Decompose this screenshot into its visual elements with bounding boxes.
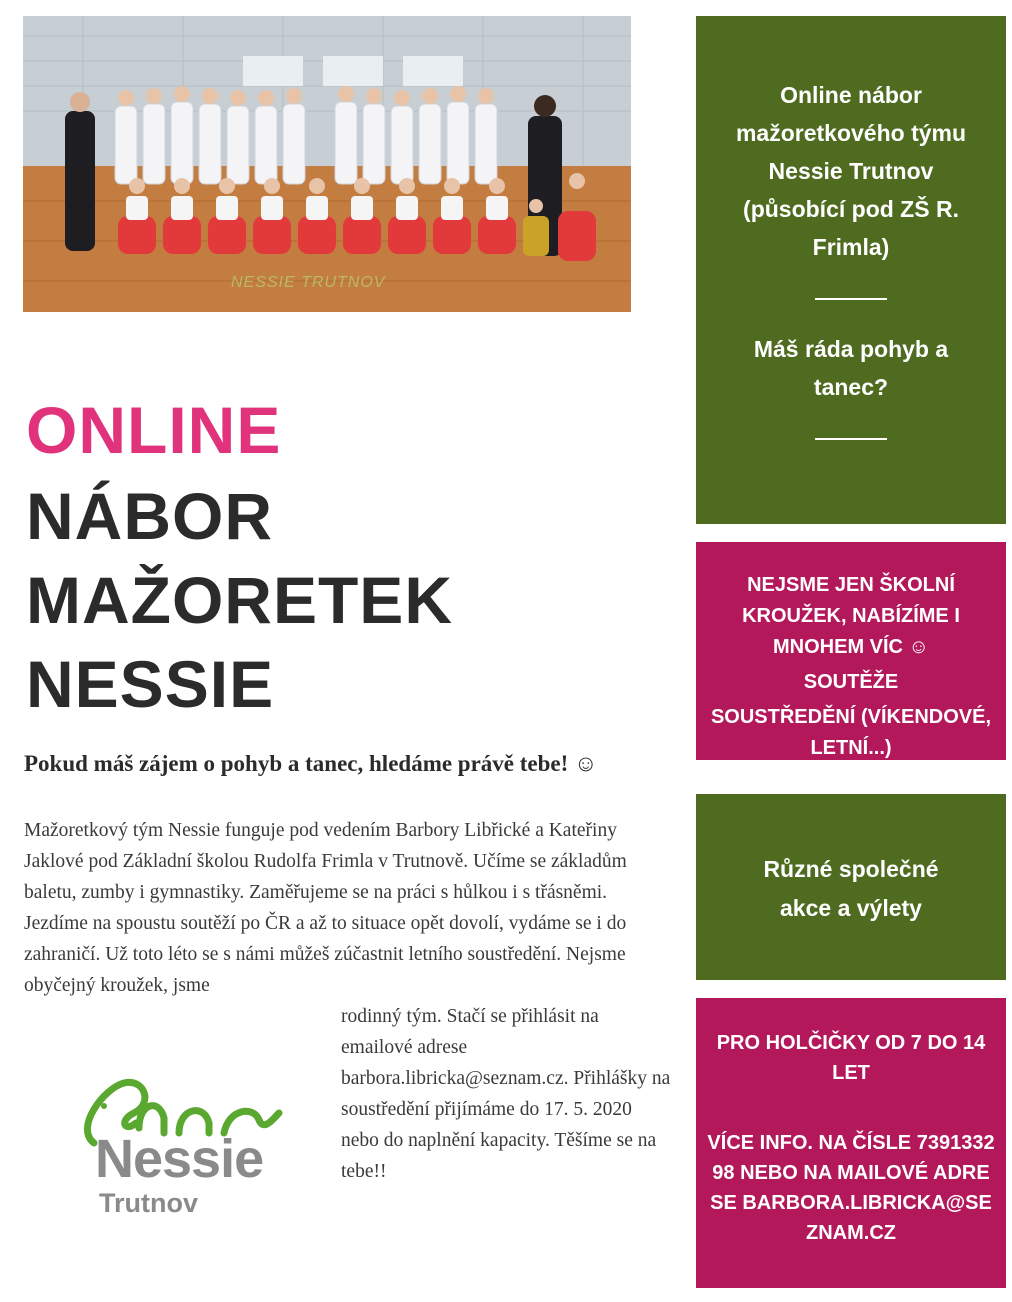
headline-mazoretek: MAŽORETEK — [26, 563, 453, 637]
offer-line-3: SOUSTŘEDĚNÍ (VÍKENDOVÉ, LETNÍ...) — [710, 706, 992, 759]
info-box-intro-text: Online nábor mažoretkového týmu Nessie Trutnov (působící pod ZŠ R. Frimla) — [735, 82, 967, 260]
logo-subtitle: Trutnov — [99, 1188, 198, 1218]
info-box-events — [696, 794, 1006, 980]
logo-wordmark: Nessie — [95, 1129, 264, 1189]
body-paragraph-part2: rodinný tým. Stačí se přihlásit na emailové adrese barbora.libricka@seznam.cz. Přihlášky na soustředění přijímáme do 17. 5. 2020 nebo do naplnění kapacity. Těšíme se na tebe!! — [341, 1006, 671, 1182]
lead-paragraph: Pokud máš zájem o pohyb a tanec, hledáme právě tebe! ☺ — [24, 751, 598, 776]
headline-nabor: NÁBOR — [26, 479, 273, 553]
team-photo-illustration — [23, 16, 631, 312]
photo-watermark: NESSIE TRUTNOV — [231, 274, 386, 291]
info-box-contact — [696, 998, 1006, 1288]
offer-line-2: SOUTĚŽE — [803, 671, 899, 693]
contact-info: VÍCE INFO. NA ČÍSLE 739133298 NEBO NA MAILOVÉ ADRESE BARBORA.LIBRICKA@SEZNAM.CZ — [707, 1132, 995, 1244]
info-box-question: Máš ráda pohyb a tanec? — [753, 336, 949, 400]
events-text: Různé společné akce a výlety — [763, 856, 939, 921]
headline-nessie: NESSIE — [26, 647, 275, 721]
age-info: PRO HOLČIČKY OD 7 DO 14 LET — [716, 1032, 986, 1084]
body-paragraph-part1: Mažoretkový tým Nessie funguje pod vedením Barbory Libřické a Kateřiny Jaklové pod Základní školou Rudolfa Frimla v Trutnově. Učíme se základům baletu, zumby i gymnastiky. Zaměřujeme se na práci s hůlkou i s třásněmi. Jezdíme na spoustu soutěží po ČR a až to situace opět dovolí, vydáme se i do zahraničí. Už toto léto se s námi můžeš zúčastnit letního soustředění. Nejsme obyčejný kroužek, jsme — [24, 820, 627, 996]
team-photo — [23, 16, 631, 312]
offer-line-1: NEJSME JEN ŠKOLNÍ KROUŽEK, NABÍZÍME I MNOHEM VÍC ☺ — [742, 574, 960, 658]
divider — [815, 438, 887, 440]
headline-online: ONLINE — [26, 393, 282, 467]
divider — [815, 298, 887, 300]
info-box-offer — [696, 542, 1006, 760]
info-box-intro — [696, 16, 1006, 524]
